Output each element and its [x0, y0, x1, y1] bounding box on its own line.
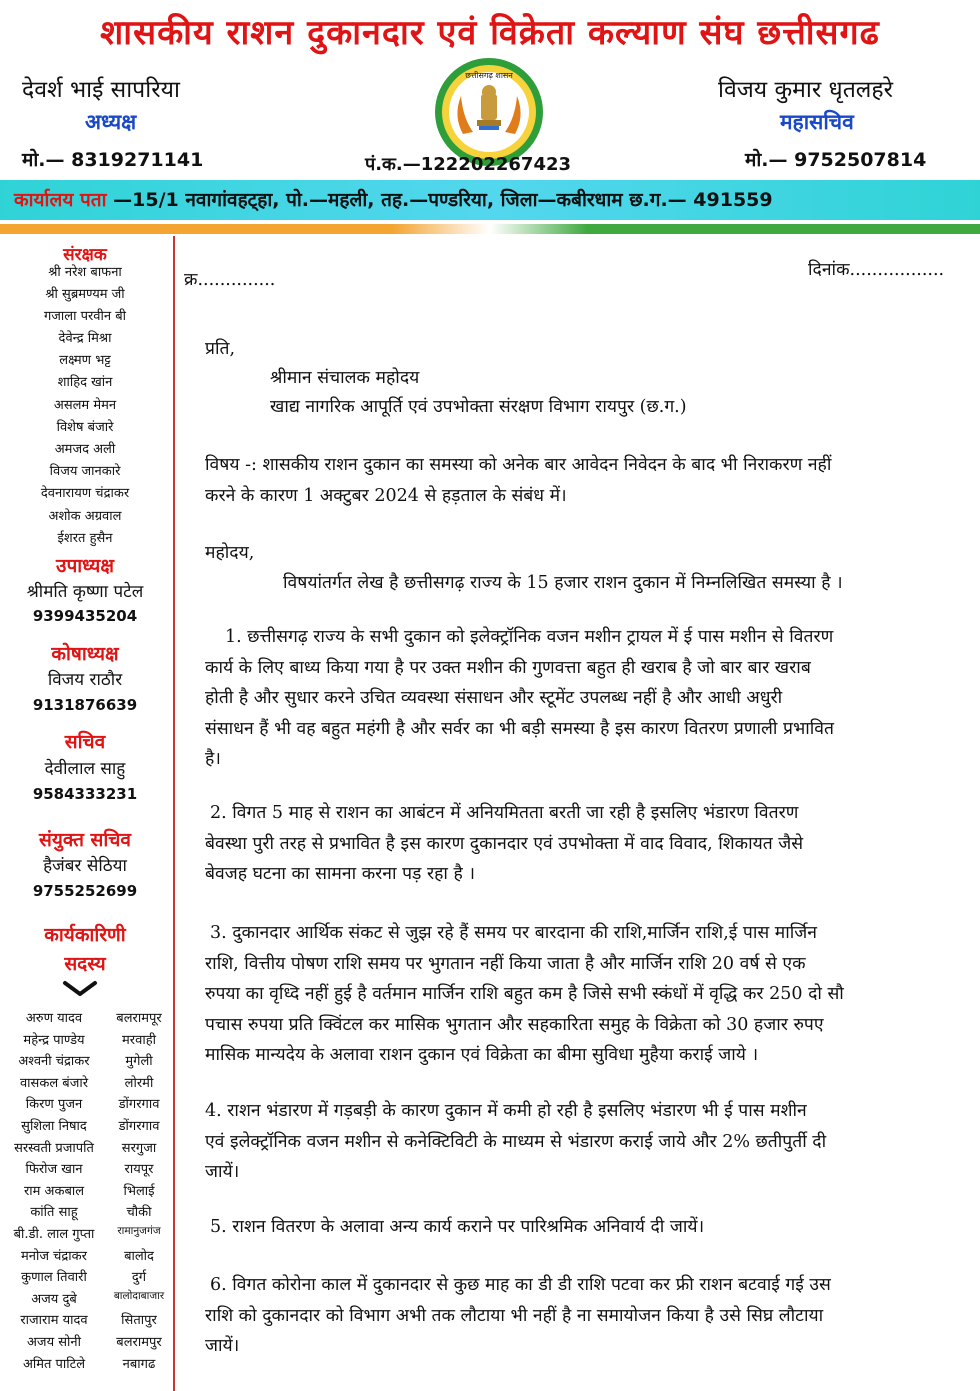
member-name: बी.डी. लाल गुप्ता: [13, 1227, 95, 1242]
seal-text: छत्तीसगढ़ शासन: [465, 71, 513, 80]
patron-name: देवेन्द्र मिश्रा: [58, 331, 112, 346]
recipient-title: श्रीमान संचालक महोदय: [270, 368, 420, 388]
tricolor-divider: [0, 224, 980, 234]
member-place: रायपूर: [124, 1162, 154, 1177]
reference-number: क्र..............: [184, 270, 276, 290]
intro-paragraph: विषयांतर्गत लेख है छत्तीसगढ़ राज्य के 15 हजार राशन दुकान में निम्नलिखित समस्या है ।: [283, 573, 843, 593]
patron-name: शाहिद खांन: [57, 375, 113, 390]
secretary-general-name: विजय कुमार धृतलहरे: [718, 77, 894, 103]
member-name: कांति साहू: [30, 1205, 78, 1220]
member-name: किरण पुजन: [25, 1097, 83, 1112]
member-place: भिलाई: [123, 1184, 155, 1199]
secretary-name: देवीलाल साहु: [44, 759, 126, 779]
member-name: फिरोज खान: [25, 1162, 83, 1177]
member-name: अजय सोनी: [27, 1335, 81, 1350]
president-name: देवर्श भाई सापरिया: [22, 77, 180, 103]
subject-line: करने के कारण 1 अक्टुबर 2024 से हड़ताल के संबंध में।: [205, 485, 567, 506]
treasurer-heading: कोषाध्यक्ष: [51, 643, 119, 665]
point-line: कार्य के लिए बाध्य किया गया है पर उक्त मशीन की गुणवत्ता बहुत ही खराब है जो बार बार खराब: [205, 657, 811, 678]
member-place: मुगेली: [125, 1054, 153, 1069]
patron-name: देवनारायण चंद्राकर: [40, 486, 130, 501]
member-place: दुर्ग: [131, 1270, 147, 1285]
executive-heading: कार्यकारिणी: [44, 924, 126, 946]
office-address: [14, 186, 773, 212]
vice-president-heading: उपाध्यक्ष: [56, 555, 114, 577]
point-line: 2. विगत 5 माह से राशन का आबंटन में अनियमितता बरती जा रही है इसलिए भंडारण वितरण: [210, 803, 799, 823]
patrons-heading: संरक्षक: [63, 245, 107, 265]
point-6: [205, 1270, 945, 1362]
point-line: एवं इलेक्ट्रॉनिक वजन मशीन से कनेक्टिविटी के माध्यम से भंडारण कराई जाये और 2% छतीपुर्ती दी: [205, 1131, 827, 1152]
org-title: शासकीय राशन दुकानदार एवं विक्रेता कल्याण संघ छत्तीसगढ: [100, 13, 880, 53]
member-name: राम अकबाल: [23, 1184, 85, 1199]
point-line: 5. राशन वितरण के अलावा अन्य कार्य कराने पर पारिश्रमिक अनिवार्य दी जायें।: [210, 1217, 705, 1237]
point-line: राशि, वित्तीय पोषण राशि समय पर भुगतान नहीं किया जाता है और मार्जिन राशि 20 वर्ष से एक: [205, 953, 806, 974]
treasurer-phone: 9131876639: [32, 696, 138, 714]
point-line: 3. दुकानदार आर्थिक संकट से जुझ रहे हैं समय पर बारदाना की राशि,मार्जिन राशि,ई पास मार्जिन: [210, 923, 818, 943]
point-line: बेवस्था पुरी तरह से प्रभावित है इस कारण दुकानदार एवं उपभोक्ता में वाद विवाद, शिकायत जैसे: [205, 833, 804, 854]
secretary-phone: 9584333231: [32, 785, 138, 803]
member-name: सरस्वती प्रजापति: [14, 1141, 94, 1156]
member-place: लोरमी: [124, 1076, 154, 1091]
member-name: अरुण यादव: [25, 1011, 83, 1026]
vice-president-phone: 9399435204: [32, 607, 138, 625]
member-name: कुणाल तिवारी: [21, 1270, 87, 1285]
patron-name: विजय जानकारे: [49, 464, 121, 479]
point-line: जायें।: [205, 1162, 240, 1182]
joint-secretary-name: हैजंबर सेठिया: [43, 856, 127, 876]
point-line: संसाधन हैं भी वह बहुत महंगी है और सर्वर का भी बड़ी समस्या है इस कारण वितरण प्रणाली प्रभावित: [205, 718, 835, 739]
member-place: सरगुजा: [121, 1141, 157, 1156]
member-place: मरवाही: [122, 1033, 156, 1048]
member-name: अश्वनी चंद्राकर: [18, 1054, 90, 1069]
member-place: बलरामपूर: [116, 1011, 162, 1026]
member-name: मनोज चंद्राकर: [21, 1249, 87, 1264]
point-line: 1. छत्तीसगढ़ राज्य के सभी दुकान को इलेक्ट्रॉनिक वजन मशीन ट्रायल में ई पास मशीन से वितरण: [225, 627, 834, 647]
member-place: रामानुजगंज: [117, 1225, 161, 1237]
point-line: रुपया का वृध्दि नहीं हुई है वर्तमान मार्जिन राशि बहुत कम है जिसे सभी स्कंधों में वृद्धि कर 250 दो सौ: [205, 984, 844, 1004]
secretary-general-mobile: मो.— 9752507814: [745, 149, 927, 171]
letter-date: दिनांक.................: [808, 260, 945, 280]
to-label: प्रति,: [205, 339, 236, 359]
secretary-general-role: महासचिव: [780, 109, 854, 134]
member-name: अजय दुबे: [31, 1292, 77, 1307]
member-place: डोंगरगाव: [118, 1119, 160, 1134]
joint-secretary-heading: संयुक्त सचिव: [39, 829, 131, 851]
patron-name: श्री सुब्रमण्यम जी: [45, 287, 125, 302]
point-1: [205, 622, 945, 775]
treasurer-name: विजय राठौर: [47, 670, 123, 690]
patron-name: श्री नरेश बाफना: [48, 265, 122, 280]
recipient-department: खाद्य नागरिक आपूर्ति एवं उपभोक्ता संरक्षण विभाग रायपुर (छ.ग.): [270, 397, 687, 417]
chevron-down-icon: [60, 980, 100, 998]
subject-line: विषय -: शासकीय राशन दुकान का समस्या को अनेक बार आवेदन निवेदन के बाद भी निराकरण नहीं: [205, 455, 832, 475]
member-place: चौकी: [126, 1205, 152, 1220]
point-line: बेवजह घटना का सामना करना पड़ रहा है ।: [205, 864, 476, 884]
president-role: अध्यक्ष: [85, 109, 137, 134]
salutation: महोदय,: [205, 543, 255, 563]
patron-name: असलम मेमन: [53, 398, 117, 413]
point-line: मासिक मान्यदेय के अलावा राशन दुकान एवं विक्रेता का बीमा सुविधा मुहैया कराई जाये ।: [205, 1045, 759, 1065]
patron-name: अशोक अग्रवाल: [48, 509, 122, 524]
member-place: डोंगरगाव: [118, 1097, 160, 1112]
point-2: [205, 798, 945, 890]
president-mobile: मो.— 8319271141: [22, 149, 204, 171]
member-name: महेन्द्र पाण्डेय: [23, 1033, 85, 1048]
address-label: कार्यालय पता: [14, 189, 107, 211]
point-3: [205, 918, 945, 1071]
member-name: सुशिला निषाद: [21, 1119, 87, 1134]
subject: [205, 450, 945, 511]
joint-secretary-phone: 9755252699: [32, 882, 138, 900]
member-place: बलरामपुर: [116, 1335, 162, 1350]
members-heading: सदस्य: [64, 953, 106, 975]
member-place: सितापुर: [121, 1313, 157, 1328]
patron-name: विशेष बंजारे: [56, 420, 114, 435]
secretary-heading: सचिव: [64, 731, 106, 753]
point-line: होती है और सुधार करने उचित व्यवस्था संसाधन और स्टूमेंट उपलब्ध नहीं है और आधी अधुरी: [205, 688, 783, 708]
registration-number: पं.क.—122202267423: [365, 154, 572, 175]
patron-name: ईशरत हुसैन: [57, 531, 113, 546]
point-line: जायें।: [205, 1336, 240, 1356]
address-value: —15/1 नवागांवहट्हा, पो.—महली, तह.—पण्डरिया, जिला—कबीरधाम छ.ग.— 491559: [113, 189, 773, 211]
point-line: 4. राशन भंडारण में गड़बड़ी के कारण दुकान में कमी हो रही है इसलिए भंडारण भी ई पास मशीन: [205, 1101, 807, 1121]
member-name: वासकल बंजारे: [19, 1076, 89, 1091]
point-line: राशि को दुकानदार को विभाग अभी तक लौटाया भी नहीं है ना समायोजन किया है उसे सिघ्र लौटाया: [205, 1305, 824, 1326]
patron-name: लक्ष्मण भट्ट: [59, 353, 111, 368]
point-5: [205, 1212, 945, 1243]
point-line: पचास रुपया प्रति क्विंटल कर मासिक भुगतान और सहकारिता समुह के विक्रेता को 30 हजार रुपए: [205, 1014, 824, 1035]
member-name: अमित पाटिले: [22, 1357, 86, 1372]
point-line: 6. विगत कोरोना काल में दुकानदार से कुछ माह का डी डी राशि पटवा कर फ्री राशन बटवाई गई उस: [210, 1275, 831, 1295]
patron-name: गजाला परवीन बी: [43, 309, 127, 324]
patron-name: अमजद अली: [54, 442, 116, 457]
member-place: नबागढ: [122, 1357, 156, 1372]
point-line: है।: [205, 749, 221, 769]
member-place: बालोद: [124, 1249, 154, 1264]
vice-president-name: श्रीमति कृष्णा पटेल: [26, 582, 144, 602]
point-4: [205, 1096, 945, 1188]
member-place: बालोदाबाजार: [113, 1290, 165, 1302]
member-name: राजाराम यादव: [20, 1313, 88, 1328]
